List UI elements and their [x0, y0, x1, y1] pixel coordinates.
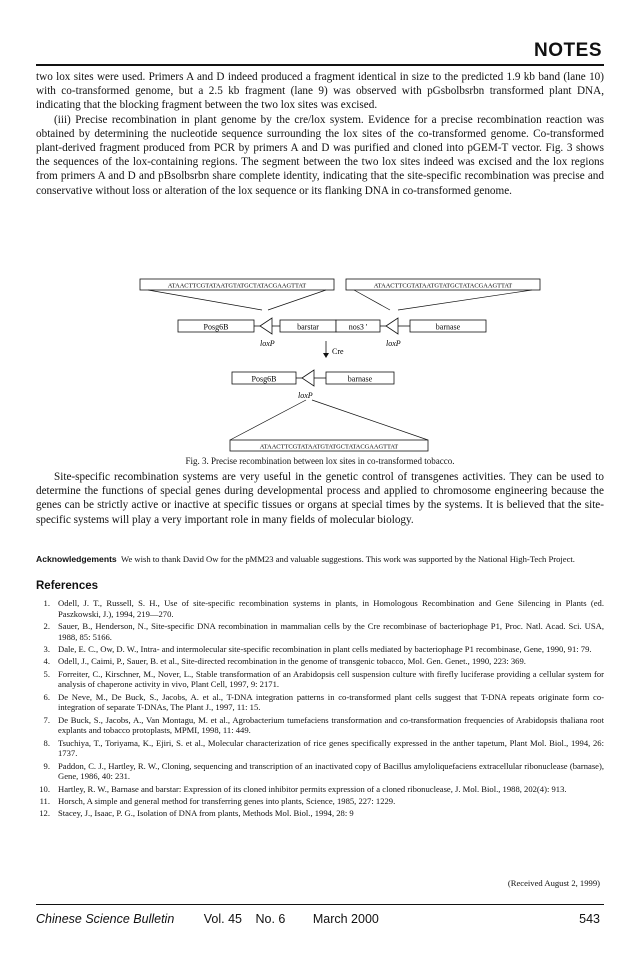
label-posg6b: Posg6B [203, 322, 229, 332]
intro-text [36, 70, 604, 198]
reference-item: 12. Stacey, J., Isaac, P. G., Isolation of DNA from plants, Methods Mol. Biol., 1994, 28: 9 [39, 808, 354, 819]
loxp-triangle-product [302, 370, 314, 386]
journal-date: March 2000 [312, 912, 379, 926]
label-barnase-product: barnase [347, 374, 373, 384]
reference-item: 8. Tsuchiya, T., Toriyama, K., Ejiri, S. et al., Molecular characterization of rice genes specifically expressed in the anther tapetum, Plant Mol. Biol., 1994, 26: 1737. [43, 737, 604, 759]
reference-item: 5. Forreiter, C., Kirschner, M., Nover, L., Stable transformation of an Arabidopsis cell suspension culture with firefly luciferase providing a cellular system for analysis of chaperone activity in vivo, Plant Cell, 1997, 9: 2171. [43, 668, 604, 690]
reference-item: 7. De Buck, S., Jacobs, A., Van Montagu, M. et al., Agrobacterium tumefaciens transformation and co-transformation frequencies of Arabidopsis thaliana root explants and tobacco protoplasts, MPMI, 1998, 11: 449. [43, 714, 604, 736]
label-loxp-left: loxP [260, 339, 275, 348]
discussion-text [36, 470, 604, 527]
loxp-triangle [260, 318, 272, 334]
journal-issue: No. 6 [255, 912, 286, 926]
seq-top-left: ATAACTTCGTATAATGTATGCTATACGAAGTTAT [167, 282, 307, 290]
figure-3-diagram [36, 278, 604, 478]
acknowledgements [36, 554, 604, 565]
journal-name: Chinese Science Bulletin [36, 912, 175, 926]
label-barstar: barstar [297, 322, 319, 332]
page-footer [36, 912, 600, 926]
acknowledgements-text: We wish to thank David Ow for the pMM23 and valuable suggestions. This work was supported by the National High-Tech Project. [121, 554, 575, 564]
page-number: 543 [579, 912, 600, 926]
reference-item: 1. Odell, J. T., Russell, S. H., Use of site-specific recombination systems in plants, in Homologous Recombination and Gene Silencing in Plants (ed. Paszkowski, J.), 1994, 219—270. [43, 598, 604, 619]
header-rule [36, 64, 604, 66]
connector [398, 290, 532, 310]
reference-item: 10. Hartley, R. W., Barnase and barstar: Expression of its cloned inhibitor permits expression of a cloned ribonuclease, J. Mol. Biol., 1988, 202(4): 913. [39, 783, 567, 794]
connector [268, 290, 326, 310]
paragraph-2: (iii) Precise recombination in plant genome by the cre/lox system. Evidence for a precise recombination reaction was obtained by determining the nucleotide sequence surrounding the lox sites of the co-transformed genome. Co-transformed plant-derived fragment produced from PCR by primers A and D was purified and cloned into pGEM-T vector. Fig. 3 shows the sequences of the lox-containing regions. The segment between the two lox sites indeed was excised and the lox regions from primers A and D and pBsolbsrbn share complete identity, indicating that the site-specific recombination was precise and conservative without loss or alteration of the lox sequence or its flanking DNA in co-transformed genome. [36, 113, 604, 197]
reference-item: 2. Sauer, B., Henderson, N., Site-specific DNA recombination in mammalian cells by the Cre recombinase of bacteriophage P1, Proc. Natl. Acad. Sci. USA, 1988, 85: 5166. [43, 621, 604, 642]
connector [354, 290, 390, 310]
journal-volume: Vol. 45 [203, 912, 242, 926]
reference-item: 3. Dale, E. C., Ow, D. W., Intra- and intermolecular site-specific recombination in plant cells mediated by bacteriophage P1 recombinase, Gene, 1990, 91: 79. [43, 644, 592, 654]
reference-list [36, 598, 604, 820]
received-date: (Received August 2, 1999) [507, 878, 600, 888]
references-title: References [36, 580, 99, 592]
acknowledgements-label: Acknowledgements [36, 554, 117, 564]
reference-item: 6. De Neve, M., De Buck, S., Jacobs, A. et al., T-DNA integration patterns in co-transformed plant cells suggest that T-DNA repeats originate form co-integration of separate T-DNAs, The Plant J., 1997, 11: 15. [43, 691, 604, 713]
label-loxp-product: loxP [298, 391, 313, 400]
figure-caption: Fig. 3. Precise recombination between lox sites in co-transformed tobacco. [185, 456, 455, 466]
seq-bottom: ATAACTTCGTATAATGTATGCTATACGAAGTTAT [259, 443, 399, 451]
seq-top-right: ATAACTTCGTATAATGTATGCTATACGAAGTTAT [373, 282, 513, 290]
label-cre: Cre [332, 347, 344, 356]
paragraph-3: Site-specific recombination systems are very useful in the genetic control of transgenes activities. They can be used to determine the functions of special genes during developmental process and applied to chromosome engineering because the genes can be strictly active or inactive at specific tissues or organs at special times by the systems. It is believed that the site-specific systems will play a very important role in many fields of molecular biology. [36, 471, 604, 526]
reference-item: 11. Horsch, A simple and general method for transferring genes into plants, Science, 1985, 227: 1229. [39, 795, 396, 806]
label-posg6b-product: Posg6B [251, 374, 277, 384]
label-loxp-right: loxP [386, 339, 401, 348]
label-barnase: barnase [435, 322, 461, 332]
section-header: NOTES [534, 40, 602, 61]
connector [230, 400, 306, 440]
connector [148, 290, 262, 310]
label-nos3: nos3 ' [348, 322, 368, 332]
connector [312, 400, 428, 440]
footer-rule [36, 904, 604, 905]
reference-item: 9. Paddon, C. J., Hartley, R. W., Cloning, sequencing and transcription of an inactivated copy of Bacillus amyloliquefaciens extracellular ribonuclease (barnase), Gene, 1986, 40: 231. [43, 760, 604, 782]
reference-item: 4. Odell, J., Caimi, P., Sauer, B. et al., Site-directed recombination in the genome of transgenic tobacco, Mol. Gen. Genet., 1990, 223: 369. [43, 656, 526, 667]
loxp-triangle [386, 318, 398, 334]
paragraph-1: two lox sites were used. Primers A and D indeed produced a fragment identical in size to the predicted 1.9 kb band (lane 10) with co-transformed genome, but a 2.5 kb fragment (lane 9) was observed with pGsbolbsrbn transformed plant DNA, indicating that the blocking fragment between the two lox sites was excised. [36, 71, 604, 112]
